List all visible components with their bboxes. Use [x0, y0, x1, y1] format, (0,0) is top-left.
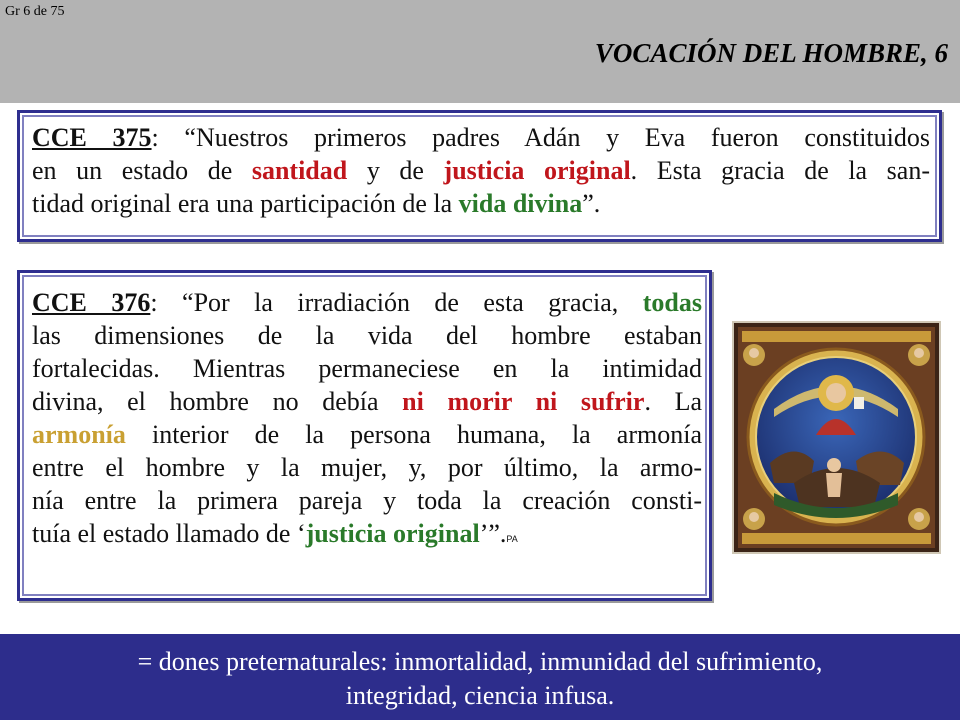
- pa-mark: PA: [506, 534, 518, 544]
- text-span: interior de la persona humana, la armonía: [125, 420, 702, 449]
- highlight-vida-divina: vida divina: [458, 189, 583, 218]
- highlight-todas: todas: [642, 288, 702, 317]
- text-line: [32, 286, 702, 319]
- text-line: entre el hombre y la mujer, y, por último, la armo-: [32, 453, 702, 482]
- highlight-armonia: armonía: [32, 420, 126, 449]
- text-span: en un estado de: [32, 156, 252, 185]
- text-span: y de: [347, 156, 444, 185]
- text-span: : “Nuestros primeros padres Adán y Eva fueron constituidos: [151, 123, 930, 152]
- corner-angel-top-right: [908, 344, 930, 366]
- corner-angel-top-left: [743, 344, 765, 366]
- text-line: [32, 154, 930, 187]
- highlight-santidad: santidad: [251, 156, 348, 185]
- text-span: : “Por la irradiación de esta gracia,: [150, 288, 643, 317]
- text-span: tuía el estado llamado de ‘: [32, 519, 306, 548]
- slide-number: Gr 6 de 75: [5, 4, 65, 19]
- text-line: [32, 187, 930, 220]
- footer-text: [0, 645, 960, 713]
- corner-angel-bottom-right: [908, 508, 930, 530]
- slide-title: VOCACIÓN DEL HOMBRE, 6: [594, 38, 948, 68]
- text-line: [32, 517, 702, 556]
- illumination-artwork: [734, 323, 939, 552]
- highlight-ni-morir-ni-sufrir: ni morir ni sufrir: [402, 387, 645, 416]
- reference-cce375: CCE 375: [32, 123, 152, 152]
- highlight-justicia-original: justicia original: [443, 156, 631, 185]
- header-bar: [0, 0, 960, 103]
- text-line: [32, 385, 702, 418]
- quote-box-cce376: [17, 270, 712, 601]
- quote-text-cce376: [32, 286, 702, 556]
- text-span: . Esta gracia de la san-: [630, 156, 930, 185]
- text-line: nía entre la primera pareja y toda la creación consti-: [32, 486, 702, 515]
- highlight-justicia-original: justicia original: [305, 519, 480, 548]
- medieval-illumination-image: [732, 321, 941, 554]
- text-span: ’”.: [479, 519, 507, 548]
- text-span: tidad original era una participación de la: [32, 189, 459, 218]
- quote-box-cce375: [17, 110, 942, 242]
- text-line: las dimensiones de la vida del hombre estaban: [32, 321, 702, 350]
- footer-bar: [0, 634, 960, 720]
- footer-line-1: = dones preternaturales: inmortalidad, inmunidad del sufrimiento,: [137, 647, 823, 676]
- footer-line-2: integridad, ciencia infusa.: [345, 681, 615, 710]
- text-line: [32, 418, 702, 451]
- text-span: divina, el hombre no debía: [32, 387, 403, 416]
- text-line: fortalecidas. Mientras permaneciese en la intimidad: [32, 354, 702, 383]
- corner-angel-bottom-left: [743, 508, 765, 530]
- reference-cce376: CCE 376: [32, 288, 151, 317]
- text-line: [32, 121, 930, 154]
- text-span: . La: [644, 387, 702, 416]
- quote-text-cce375: [32, 121, 930, 220]
- text-span: ”.: [582, 189, 601, 218]
